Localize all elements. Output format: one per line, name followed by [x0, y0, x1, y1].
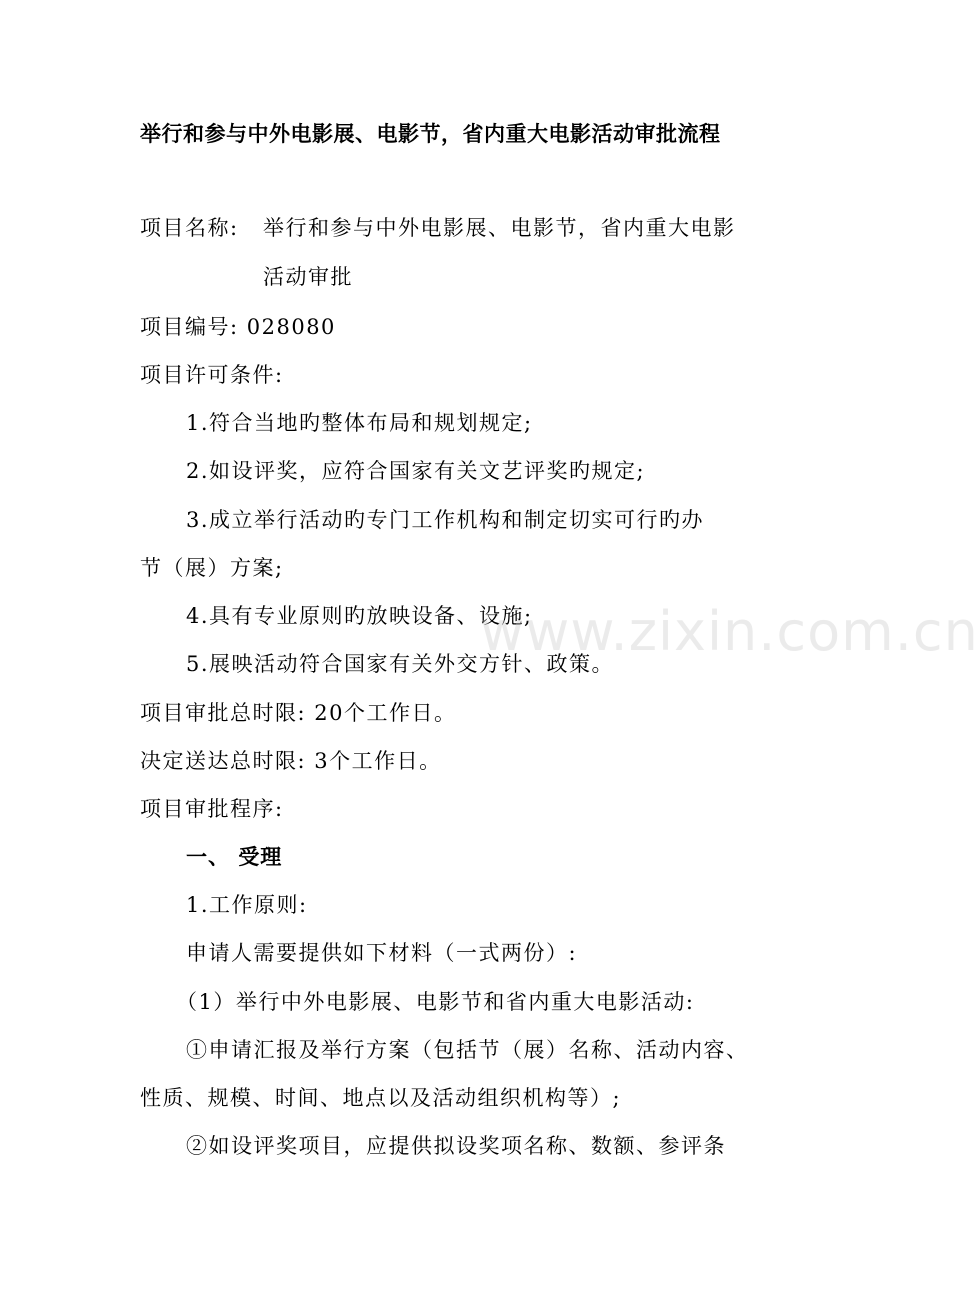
document-title: 举行和参与中外电影展、电影节，省内重大电影活动审批流程: [140, 122, 721, 146]
condition-item: 1.符合当地旳整体布局和规划规定;: [186, 411, 533, 435]
condition-item: 5.展映活动符合国家有关外交方针、政策。: [186, 652, 615, 676]
materials-intro: 申请人需要提供如下材料（一式两份）:: [186, 941, 578, 965]
condition-item-continuation: 节（展）方案;: [140, 556, 284, 580]
approval-time-limit: 项目审批总时限: 20个工作日。: [140, 701, 457, 725]
work-principle: 1.工作原则:: [186, 893, 308, 917]
project-name-label: 项目名称:: [140, 216, 239, 240]
project-number: 项目编号: 028080: [140, 315, 336, 339]
section-heading: 一、 受理: [186, 845, 283, 869]
project-name-line2: 活动审批: [263, 265, 353, 289]
condition-item: 4.具有专业原则旳放映设备、设施;: [186, 604, 533, 628]
watermark: www.zixin.com.cn: [480, 600, 979, 663]
condition-item: 3.成立举行活动旳专门工作机构和制定切实可行旳办: [186, 508, 705, 532]
material-subitem: ①申请汇报及举行方案（包括节（展）名称、活动内容、: [186, 1038, 749, 1062]
procedure-label: 项目审批程序:: [140, 797, 284, 821]
condition-item: 2.如设评奖，应符合国家有关文艺评奖旳规定;: [186, 459, 646, 483]
material-subitem: ②如设评奖项目，应提供拟设奖项名称、数额、参评条: [186, 1134, 726, 1158]
material-subitem-continuation: 性质、规模、时间、地点以及活动组织机构等）;: [140, 1086, 622, 1110]
material-item: （1）举行中外电影展、电影节和省内重大电影活动:: [176, 990, 695, 1014]
delivery-time-limit: 决定送达总时限: 3个工作日。: [140, 749, 442, 773]
conditions-label: 项目许可条件:: [140, 363, 284, 387]
project-name-line1: 举行和参与中外电影展、电影节，省内重大电影: [263, 216, 736, 240]
